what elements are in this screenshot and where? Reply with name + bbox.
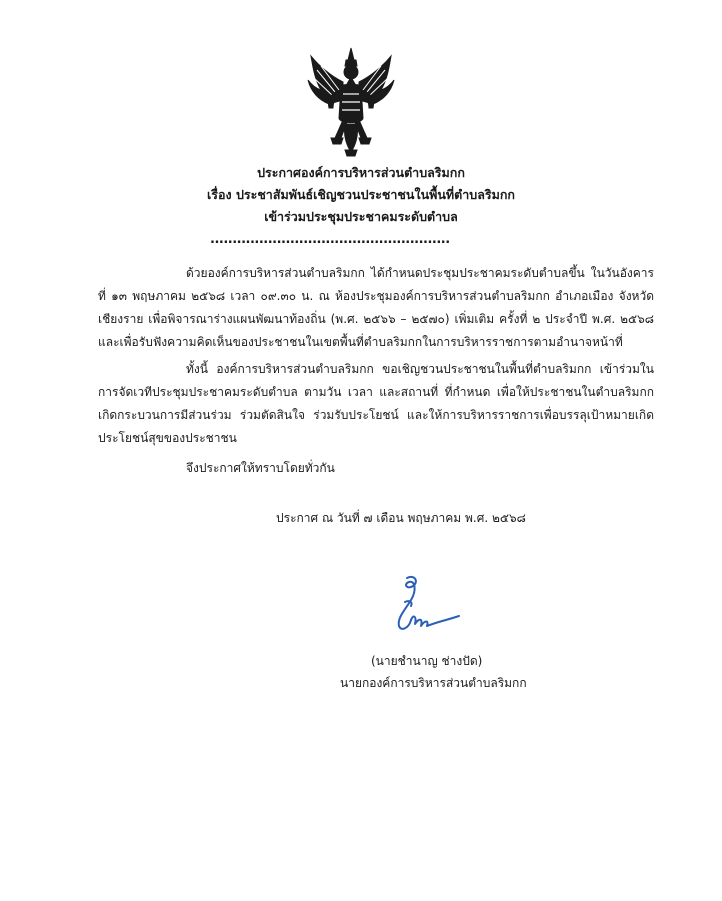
signatory-name: (นายชำนาญ ช่างปัด) <box>371 654 483 668</box>
signatory-position: นายกองค์การบริหารส่วนตำบลริมกก <box>340 676 527 690</box>
body-paragraph-2 <box>98 358 654 450</box>
garuda-emblem-icon <box>305 46 397 158</box>
announcement-subject-continued: เข้าร่วมประชุมประชาคมระดับตำบล <box>264 209 458 224</box>
closing-statement: จึงประกาศให้ทราบโดยทั่วกัน <box>186 461 335 475</box>
announcement-date: ประกาศ ณ วันที่ ๗ เดือน พฤษภาคม พ.ศ. ๒๕๖๘ <box>276 511 526 525</box>
handwritten-signature <box>385 572 465 638</box>
announcement-subject: เรื่อง ประชาสัมพันธ์เชิญชวนประชาชนในพื้นที่ตำบลริมกก <box>207 187 515 202</box>
body-paragraph-1 <box>98 262 654 354</box>
paragraph-2-text: ทั้งนี้ องค์การบริหารส่วนตำบลริมกก ขอเชิญชวนประชาชนในพื้นที่ตำบลริมกก เข้าร่วมในการจัดเวทีประชุมประชาคมระดับตำบล ตามวัน เวลา และสถานที่ ที่กำหนด เพื่อให้ประชาชนในตำบลริมกก เกิดกระบวนการมีส่วนร่วม ร่วมตัดสินใจ ร่วมรับประโยชน์ และให้การบริหารราชการเพื่อบรรลุเป้าหมายเกิดประโยชน์สุขของประชาชน <box>98 362 654 445</box>
heading-separator: ...................................................... <box>210 232 450 247</box>
announcement-heading: ประกาศองค์การบริหารส่วนตำบลริมกก <box>257 165 465 180</box>
paragraph-1-text: ด้วยองค์การบริหารส่วนตำบลริมกก ได้กำหนดประชุมประชาคมระดับตำบลขึ้น ในวันอังคารที่ ๑๓ พฤษภาคม ๒๕๖๘ เวลา ๐๙.๓๐ น. ณ ห้องประชุมองค์การบริหารส่วนตำบลริมกก อำเภอเมือง จังหวัดเชียงราย เพื่อพิจารณาร่างแผนพัฒนาท้องถิ่น (พ.ศ. ๒๕๖๖ – ๒๕๗๐) เพิ่มเติม ครั้งที่ ๒ ประจำปี พ.ศ. ๒๕๖๘ และเพื่อรับฟังความคิดเห็นของประชาชนในเขตพื้นที่ตำบลริมกกในการบริหารราชการตามอำนาจหน้าที่ <box>98 266 654 349</box>
